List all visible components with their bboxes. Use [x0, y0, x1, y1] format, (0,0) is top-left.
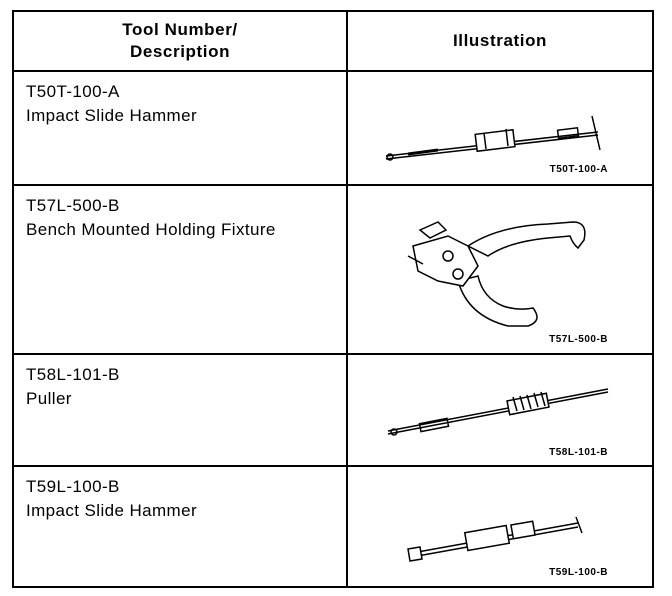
tool-description: Bench Mounted Holding Fixture: [26, 220, 276, 239]
illustration-cell: [348, 72, 652, 184]
header-tool-number: [14, 12, 346, 70]
header-description-line2: Description: [129, 42, 231, 61]
tool-number: T50T-100-A: [26, 82, 120, 101]
slide-hammer-illustration: [348, 467, 654, 586]
puller-illustration: [348, 355, 654, 465]
illustration-caption: T58L-101-B: [549, 447, 608, 458]
illustration-caption: T50T-100-A: [549, 164, 608, 175]
tool-table: [12, 10, 654, 588]
table-row: [26, 363, 120, 411]
table-row: [26, 475, 197, 523]
table-row: [26, 80, 197, 128]
tool-number: T57L-500-B: [26, 196, 120, 215]
illustration-cell: [348, 467, 652, 586]
header-illustration: [348, 12, 652, 70]
table-row: [26, 194, 276, 242]
tool-description: Impact Slide Hammer: [26, 501, 198, 520]
holding-fixture-illustration: [348, 186, 654, 353]
tool-description: Impact Slide Hammer: [26, 106, 198, 125]
tool-description: Puller: [26, 389, 72, 408]
tool-number: T59L-100-B: [26, 477, 120, 496]
illustration-caption: T59L-100-B: [549, 567, 608, 578]
illustration-cell: [348, 186, 652, 353]
slide-hammer-illustration: [348, 72, 654, 184]
header-tool-number-line1: Tool Number/: [122, 20, 238, 39]
illustration-cell: [348, 355, 652, 465]
tool-number: T58L-101-B: [26, 365, 120, 384]
header-illustration-label: Illustration: [452, 31, 548, 50]
illustration-caption: T57L-500-B: [549, 334, 608, 345]
